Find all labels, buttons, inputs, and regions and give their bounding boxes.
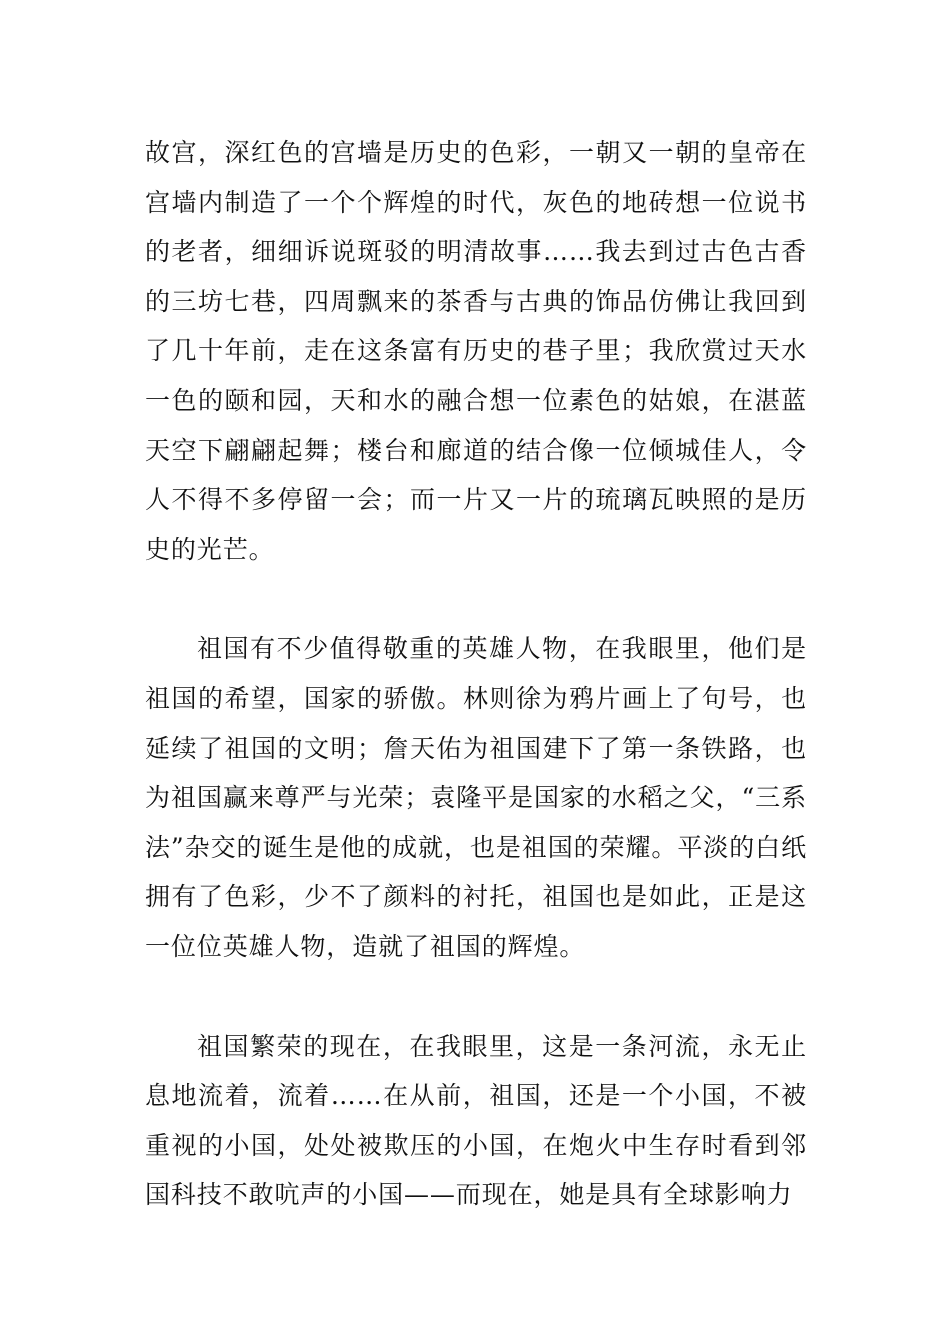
paragraph-3: 祖国繁荣的现在，在我眼里，这是一条河流，永无止息地流着，流着……在从前，祖国，还是一个小国，不被重视的小国，处处被欺压的小国，在炮火中生存时看到邻国科技不敢吭声的小国——而现在，她是具有全球影响力	[145, 1031, 807, 1210]
paragraph-1: 故宫，深红色的宫墙是历史的色彩，一朝又一朝的皇帝在宫墙内制造了一个个辉煌的时代，灰色的地砖想一位说书的老者，细细诉说斑驳的明清故事……我去到过古色古香的三坊七巷，四周飘来的茶香与古典的饰品仿佛让我回到了几十年前，走在这条富有历史的巷子里；我欣赏过天水一色的颐和园，天和水的融合想一位素色的姑娘，在湛蓝天空下翩翩起舞；楼台和廊道的结合像一位倾城佳人，令人不得不多停留一会；而一片又一片的琉璃瓦映照的是历史的光芒。	[145, 138, 807, 564]
document-body	[145, 128, 807, 1220]
paragraph-2: 祖国有不少值得敬重的英雄人物，在我眼里，他们是祖国的希望，国家的骄傲。林则徐为鸦片画上了句号，也延续了祖国的文明；詹天佑为祖国建下了第一条铁路，也为祖国赢来尊严与光荣；袁隆平是国家的水稻之父，“三系法”杂交的诞生是他的成就，也是祖国的荣耀。平淡的白纸拥有了色彩，少不了颜料的衬托，祖国也是如此，正是这一位位英雄人物，造就了祖国的辉煌。	[145, 634, 807, 961]
